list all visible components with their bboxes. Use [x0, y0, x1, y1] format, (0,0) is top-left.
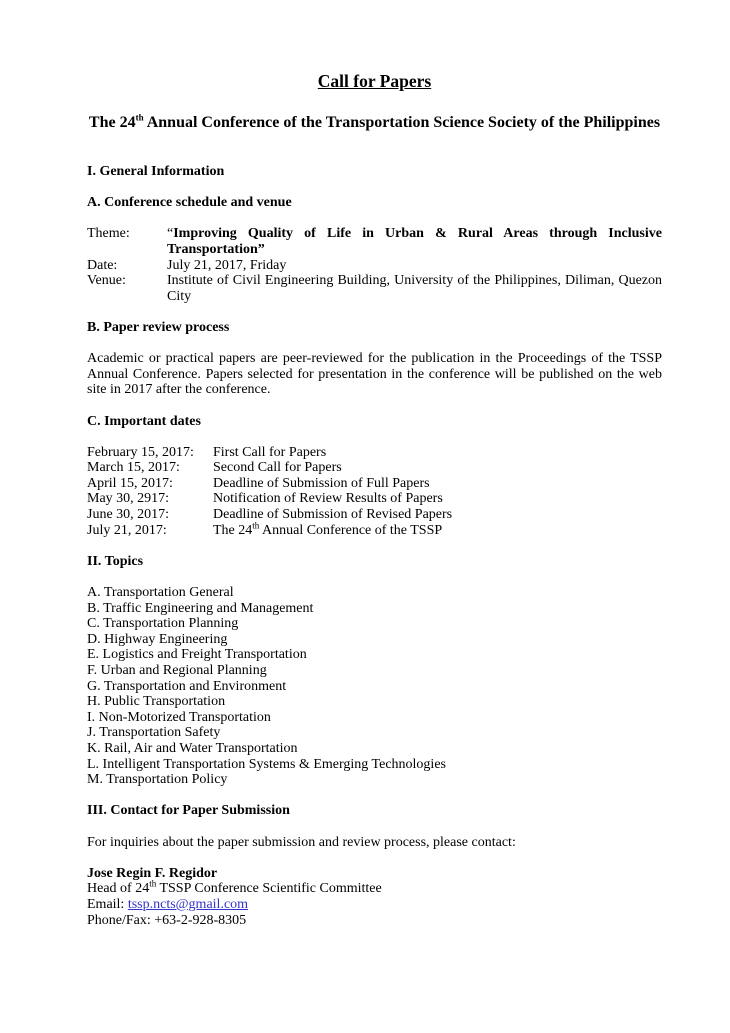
venue-value: Institute of Civil Engineering Building, University of the Philippines, Diliman, Quezon City — [167, 273, 662, 304]
important-date-description — [213, 476, 662, 492]
document-subtitle — [87, 112, 662, 133]
contact-role-pre: Head of 24 — [87, 881, 150, 897]
topic-item: L. Intelligent Transportation Systems & Emerging Technologies — [87, 756, 446, 772]
desc-sup: th — [252, 520, 260, 530]
important-date: June 30, 2017: — [87, 507, 170, 523]
topic-item: I. Non-Motorized Transportation — [87, 709, 271, 725]
important-date-description — [213, 460, 662, 476]
topic-item: C. Transportation Planning — [87, 616, 239, 632]
schedule-table — [87, 226, 662, 304]
desc-pre: The 24 — [213, 522, 253, 538]
important-date: April 15, 2017: — [87, 475, 173, 491]
topic-item: A. Transportation General — [87, 585, 234, 601]
topic-item: M. Transportation Policy — [87, 772, 228, 788]
desc-pre: Deadline of Submission of Full Papers — [213, 475, 430, 491]
desc-pre: Deadline of Submission of Revised Papers — [213, 507, 453, 523]
subsection-heading-important-dates: C. Important dates — [87, 413, 201, 429]
topic-item: H. Public Transportation — [87, 694, 226, 710]
important-date-description — [213, 507, 662, 523]
venue-row — [87, 273, 662, 304]
subsection-heading-paper-review: B. Paper review process — [87, 319, 230, 335]
important-date: July 21, 2017: — [87, 522, 167, 538]
date-value: July 21, 2017, Friday — [167, 257, 287, 273]
important-date: March 15, 2017: — [87, 460, 180, 476]
important-date-description — [213, 491, 662, 507]
important-dates-table — [87, 445, 662, 539]
page-title — [87, 70, 662, 92]
section-heading-contact: III. Contact for Paper Submission — [87, 803, 290, 819]
subtitle-ordinal-suffix: th — [135, 112, 144, 123]
theme-row — [87, 226, 662, 257]
theme-label: Theme: — [87, 226, 130, 242]
important-date-row — [87, 476, 662, 492]
important-date-row — [87, 520, 662, 539]
desc-pre: Second Call for Papers — [213, 460, 342, 476]
topic-item: F. Urban and Regional Planning — [87, 663, 267, 678]
contact-name: Jose Regin F. Regidor — [87, 865, 218, 881]
desc-pre: First Call for Papers — [213, 444, 327, 460]
important-date: February 15, 2017: — [87, 444, 194, 460]
email-link[interactable]: tssp.ncts@gmail.com — [127, 896, 249, 912]
subsection-heading-schedule-venue: A. Conference schedule and venue — [87, 195, 292, 211]
page-title-text: Call for Papers — [317, 71, 432, 91]
desc-pre: Notification of Review Results of Papers — [213, 491, 443, 507]
section-heading-general-information: I. General Information — [87, 164, 225, 179]
contact-intro: For inquiries about the paper submission and review process, please contact: — [87, 834, 516, 850]
date-label: Date: — [87, 257, 118, 273]
important-date-row — [87, 445, 662, 461]
section-heading-topics: II. Topics — [87, 553, 144, 569]
topic-item: K. Rail, Air and Water Transportation — [87, 740, 298, 756]
subtitle-pre: The 24 — [88, 114, 136, 131]
topic-item: D. Highway Engineering — [87, 631, 228, 647]
contact-role-post: TSSP Conference Scientific Committee — [156, 881, 382, 897]
theme-text: Improving Quality of Life in Urban & Rural Areas through Inclusive Transportation” — [167, 226, 662, 257]
important-date-row — [87, 460, 662, 476]
topic-item: B. Traffic Engineering and Management — [87, 600, 314, 616]
theme-value — [167, 226, 662, 257]
contact-email-line — [87, 897, 662, 913]
topic-item: E. Logistics and Freight Transportation — [87, 647, 307, 663]
subtitle-post: Annual Conference of the Transportation Science Society of the Philippines — [143, 114, 661, 131]
topic-item: J. Transportation Safety — [87, 725, 221, 741]
contact-role-ordinal-suffix: th — [149, 878, 157, 889]
important-date-row — [87, 507, 662, 523]
venue-label: Venue: — [87, 273, 126, 289]
desc-post: Annual Conference of the TSSP — [259, 522, 443, 538]
important-date-description — [213, 445, 662, 461]
contact-phone-line: Phone/Fax: +63-2-928-8305 — [87, 912, 247, 928]
topics-list — [87, 585, 662, 788]
paper-review-paragraph: Academic or practical papers are peer-reviewed for the publication in the Proceedings of the TSSP Annual Conference. Papers selected for presentation in the conference will be published on the web site in 2017 after the conference. — [87, 351, 662, 398]
important-date-description — [213, 520, 662, 539]
date-row — [87, 258, 662, 274]
important-date-row — [87, 491, 662, 507]
contact-role — [87, 878, 662, 897]
topic-item: G. Transportation and Environment — [87, 678, 287, 694]
theme-open-quote: “ — [167, 226, 174, 242]
email-label: Email: — [87, 896, 128, 912]
important-date: May 30, 2917: — [87, 491, 170, 507]
contact-block — [87, 866, 662, 928]
